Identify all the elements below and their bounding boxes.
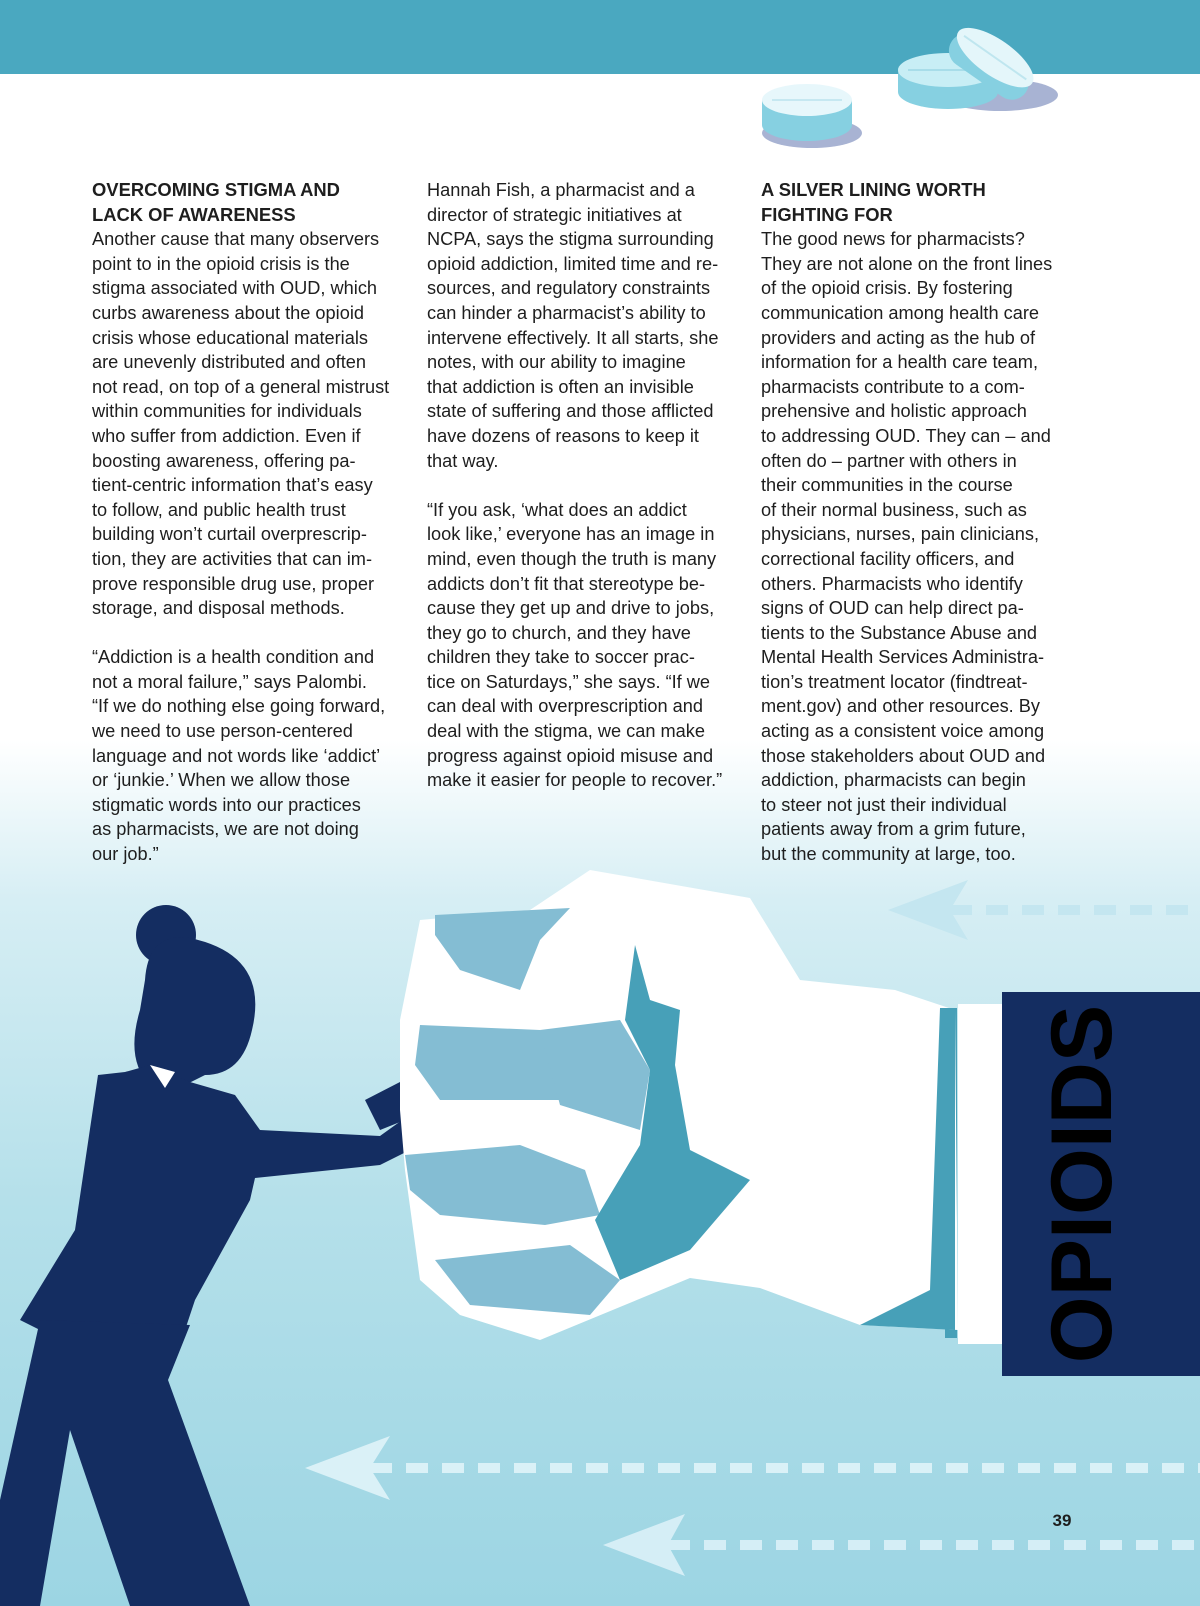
paragraph: “Addiction is a health condition and not a moral failure,” says Palombi. “If we do nothing else going forward, we need to use person-centered language and not words like ‘addict’ or ‘junkie.’ When we allow those stigmatic words into our practices as pharmacists, we are not doing our job.” <box>92 647 386 865</box>
arrow-icon <box>603 1514 1200 1576</box>
article-column-1 <box>92 178 407 891</box>
section-tab-label: OPIOIDS <box>1034 1004 1130 1364</box>
section-heading: A SILVER LINING WORTH FIGHTING FOR <box>761 179 986 225</box>
woman-silhouette <box>0 905 410 1606</box>
fist-illustration <box>400 870 1003 1344</box>
section-heading: OVERCOMING STIGMA AND LACK OF AWARENESS <box>92 179 340 225</box>
arrow-icon <box>305 1436 1200 1500</box>
paragraph: Another cause that many observers point to in the opioid crisis is the stigma associated with OUD, which curbs awareness about the opioid crisis whose educational materials are unevenly distributed and often not read, on top of a general mistrust within communities for individuals who suffer from addiction. Even if boosting awareness, offering pa- tient-centric information that’s easy to follow, and public health trust building won’t curtail overprescrip- tion, they are activities that can im- prove responsible drug use, proper storage, and disposal methods. <box>92 229 390 619</box>
paragraph: The good news for pharmacists? They are not alone on the front lines of the opioid crisis. By fostering communication among health care providers and acting as the hub of information for a health care team, pharmacists contribute to a com- prehensive and holistic approach to addressing OUD. They can – and often do – partner with others in their communities in the course of their normal business, such as physicians, nurses, pain clinicians, correctional facility officers, and others. Pharmacists who identify signs of OUD can help direct pa- tients to the Substance Abuse and Mental Health Services Administra- tion’s treatment locator (findtreat- ment.gov) and other resources. By acting as a consistent voice among those stakeholders about OUD and addiction, pharmacists can begin to steer not just their individual patients away from a grim future, but the community at large, too. <box>761 229 1053 865</box>
article-column-3 <box>761 178 1076 891</box>
article-column-2 <box>427 178 742 817</box>
illustration <box>0 860 1200 1606</box>
pill-icon <box>762 84 852 141</box>
paragraph: Hannah Fish, a pharmacist and a director of strategic initiatives at NCPA, says the stigma surrounding opioid addiction, limited time and re- sources, and regulatory constraints can hinder a pharmacist’s ability to intervene effectively. It all starts, she notes, with our ability to imagine that addiction is often an invisible state of suffering and those afflicted have dozens of reasons to keep it that way. <box>427 180 719 471</box>
page-number: 39 <box>1052 1511 1072 1530</box>
arrow-icon <box>888 880 1200 940</box>
paragraph: “If you ask, ‘what does an addict look like,’ everyone has an image in mind, even though the truth is many addicts don’t fit that stereotype be- cause they get up and drive to jobs, they go to church, and they have children they take to soccer prac- tice on Saturdays,” she says. “If we can deal with overprescription and deal with the stigma, we can make progress against opioid misuse and make it easier for people to recover.” <box>427 499 723 791</box>
pills-illustration <box>740 20 1090 160</box>
